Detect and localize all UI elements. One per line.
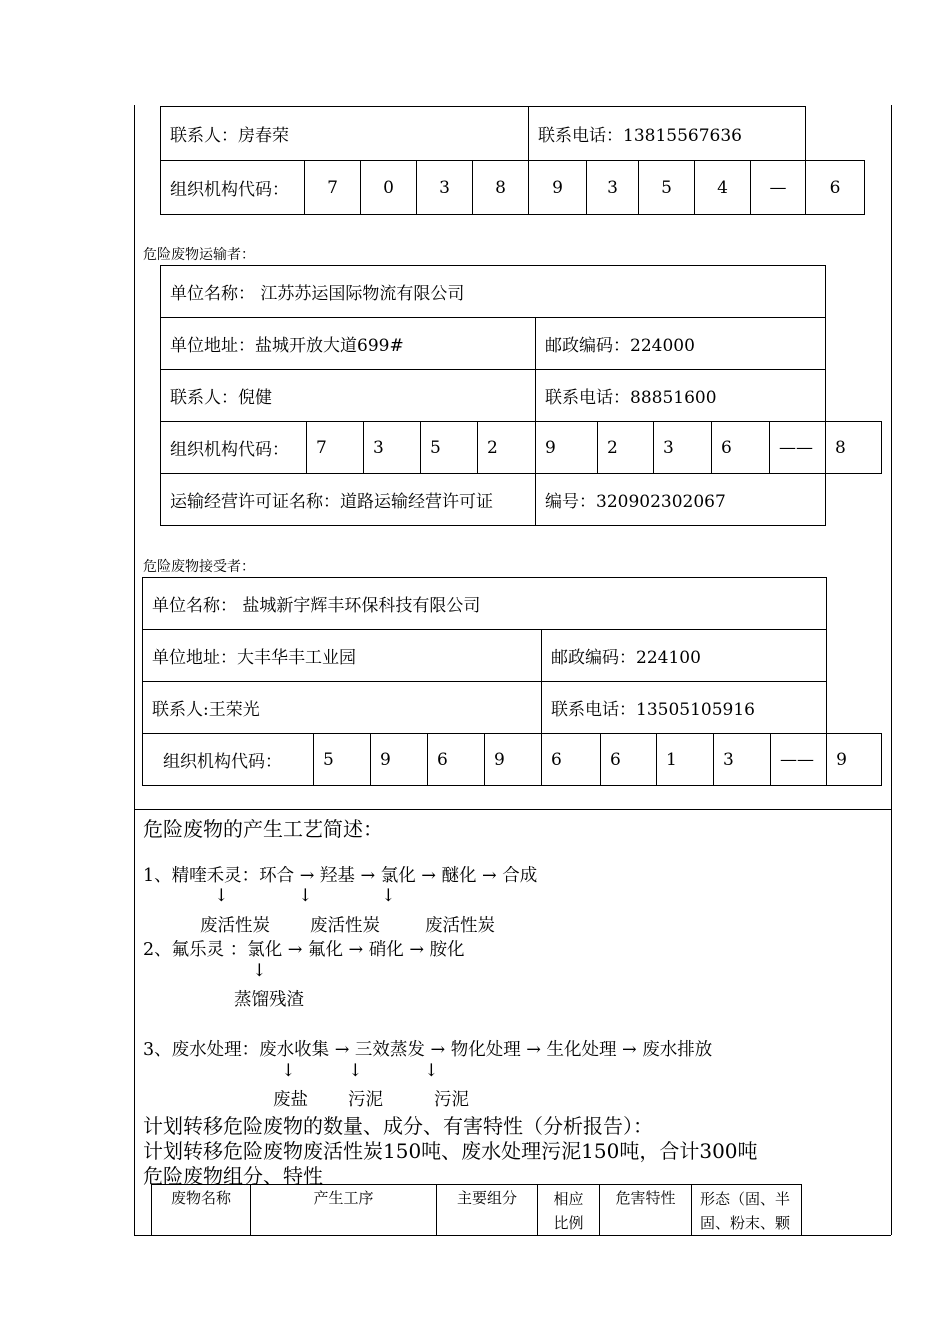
- org-code-digit: 2: [598, 422, 654, 474]
- receiver-phone: 联系电话：13505105916: [542, 682, 827, 734]
- composition-heading: 危险废物组分、特性: [143, 1164, 323, 1188]
- org-code-digit: 9: [485, 734, 542, 786]
- page-bottom-border: [134, 1235, 891, 1236]
- org-code-digit: 0: [361, 161, 417, 215]
- transporter-contact: 联系人：倪健: [161, 370, 536, 422]
- org-code-digit: 7: [307, 422, 364, 474]
- transporter-postcode: 邮政编码：224000: [536, 318, 826, 370]
- arrow-down-icon: ↓: [281, 1061, 296, 1081]
- receiver-org-code-label: 组织机构代码：: [143, 734, 314, 786]
- transporter-phone: 联系电话：88851600: [536, 370, 826, 422]
- process-output: 蒸馏残渣: [234, 990, 304, 1010]
- arrow-down-icon: ↓: [298, 886, 313, 906]
- org-code-digit: 6: [601, 734, 657, 786]
- receiver-table: [142, 577, 882, 786]
- org-code-digit: 6: [428, 734, 485, 786]
- org-code-digit: 1: [657, 734, 714, 786]
- process-heading: 危险废物的产生工艺简述：: [143, 817, 383, 841]
- org-code-digit: 3: [587, 161, 639, 215]
- plan-heading: 计划转移危险废物的数量、成分、有害特性（分析报告）：: [143, 1114, 653, 1138]
- org-code-digit: 6: [712, 422, 770, 474]
- org-code-digit: 6: [806, 161, 865, 215]
- org-code-digit: 9: [371, 734, 428, 786]
- waste-header-ratio: 相应 比例: [538, 1185, 600, 1236]
- transporter-org-code-label: 组织机构代码：: [161, 422, 307, 474]
- generator-org-code-label: 组织机构代码：: [161, 161, 305, 215]
- section-divider: [134, 809, 891, 810]
- plan-quantity: 计划转移危险废物废活性炭150吨、废水处理污泥150吨，合计300吨: [143, 1139, 758, 1163]
- transporter-table: [160, 265, 882, 526]
- arrow-down-icon: ↓: [381, 886, 396, 906]
- process-output: 废盐: [273, 1090, 308, 1110]
- org-code-digit: 9: [529, 161, 587, 215]
- org-code-digit: 6: [542, 734, 601, 786]
- process-line-3: 3、废水处理：废水收集 → 三效蒸发 → 物化处理 → 生化处理 → 废水排放: [143, 1040, 713, 1060]
- receiver-contact: 联系人:王荣光: [143, 682, 542, 734]
- waste-header-form: 形态（固、半 固、粉末、颗: [692, 1185, 802, 1236]
- org-code-digit: 4: [695, 161, 751, 215]
- waste-header-hazard: 危害特性: [600, 1185, 692, 1236]
- transporter-license-no: 编号：320902302067: [536, 474, 826, 526]
- generator-phone: 联系电话：13815567636: [529, 107, 806, 161]
- receiver-postcode: 邮政编码：224100: [542, 630, 827, 682]
- process-output: 废活性炭: [200, 916, 270, 936]
- transporter-license-name: 运输经营许可证名称：道路运输经营许可证: [161, 474, 536, 526]
- arrow-down-icon: ↓: [252, 961, 267, 981]
- process-output: 废活性炭: [425, 916, 495, 936]
- org-code-digit: 3: [417, 161, 473, 215]
- process-output: 废活性炭: [310, 916, 380, 936]
- waste-header-components: 主要组分: [437, 1185, 538, 1236]
- waste-header-process: 产生工序: [251, 1185, 437, 1236]
- generator-table: [160, 106, 865, 215]
- org-code-digit: 3: [364, 422, 421, 474]
- org-code-digit: 5: [421, 422, 478, 474]
- transporter-section-label: 危险废物运输者：: [143, 247, 255, 263]
- org-code-digit: ——: [770, 422, 826, 474]
- receiver-unit-name: 单位名称： 盐城新宇辉丰环保科技有限公司: [143, 578, 827, 630]
- waste-header-name: 废物名称: [152, 1185, 251, 1236]
- transporter-unit-name: 单位名称： 江苏苏运国际物流有限公司: [161, 266, 826, 318]
- process-line-1: 1、精喹禾灵：环合 → 羟基 → 氯化 → 醚化 → 合成: [143, 866, 538, 886]
- waste-table: [151, 1184, 802, 1236]
- org-code-digit: 5: [314, 734, 371, 786]
- receiver-address: 单位地址：大丰华丰工业园: [143, 630, 542, 682]
- org-code-digit: 8: [473, 161, 529, 215]
- org-code-digit: 2: [478, 422, 536, 474]
- org-code-digit: 9: [827, 734, 882, 786]
- receiver-section-label: 危险废物接受者：: [143, 559, 255, 575]
- arrow-down-icon: ↓: [214, 886, 229, 906]
- process-line-2: 2、氟乐灵 ：氯化 → 氟化 → 硝化 → 胺化: [143, 940, 465, 960]
- org-code-digit: 5: [639, 161, 695, 215]
- generator-contact: 联系人：房春荣: [161, 107, 529, 161]
- arrow-down-icon: ↓: [348, 1061, 363, 1081]
- process-output: 污泥: [348, 1090, 383, 1110]
- arrow-down-icon: ↓: [424, 1061, 439, 1081]
- org-code-digit: —: [751, 161, 806, 215]
- process-output: 污泥: [434, 1090, 469, 1110]
- transporter-address: 单位地址：盐城开放大道699#: [161, 318, 536, 370]
- org-code-digit: 8: [826, 422, 882, 474]
- org-code-digit: 7: [305, 161, 361, 215]
- org-code-digit: 3: [654, 422, 712, 474]
- org-code-digit: 9: [536, 422, 598, 474]
- org-code-digit: 3: [714, 734, 771, 786]
- org-code-digit: ——: [771, 734, 827, 786]
